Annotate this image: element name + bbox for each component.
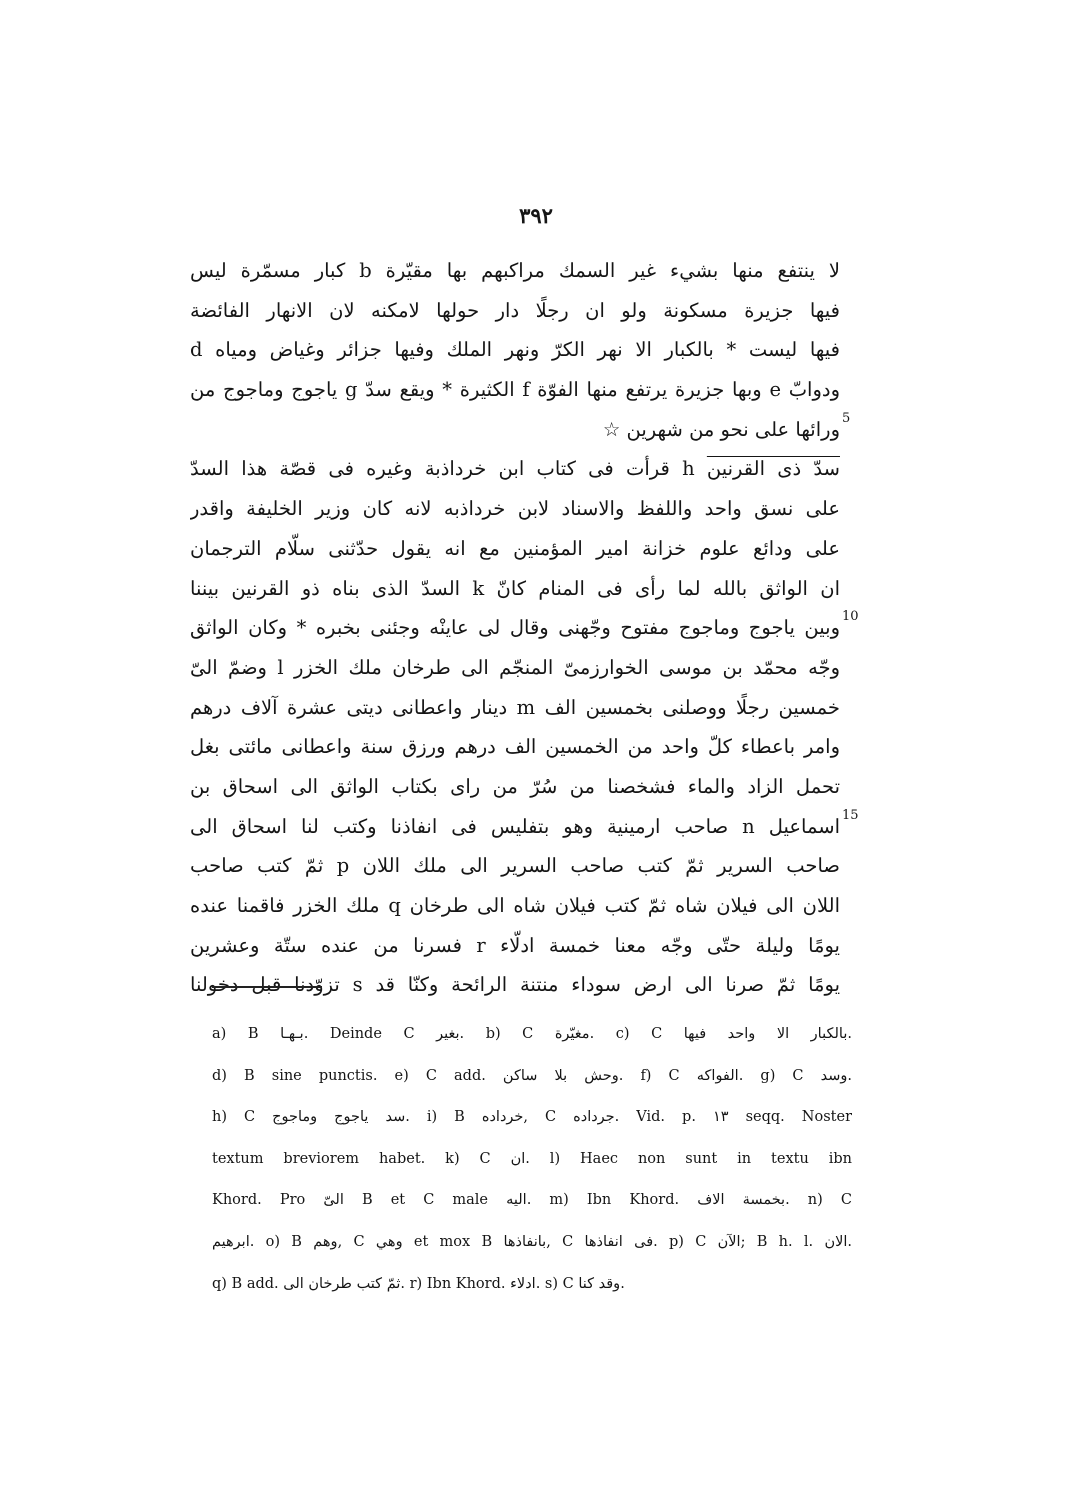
footnote-line: textum breviorem habet. k) C ان. l) Haec non sunt in textu ibn <box>212 1150 852 1167</box>
line-number: 15 <box>842 808 859 823</box>
text-line: اللان الى فيلان شاه ثمّ كتب فيلان شاه الى طرخان q ملك الخزر فاقمنا عنده <box>190 894 840 917</box>
text-line: على ودائع علوم خزانة امير المؤمنين مع انه يقول حدّثنى سلّام الترجمان <box>190 536 840 560</box>
text-line: وامر باعطاء كلّ واحد من الخمسين الف درهم ورزق سنة واعطانى مائتى بغل <box>190 735 840 759</box>
text-line: ورائها على نحو من شهرين ☆ <box>602 417 840 441</box>
main-text <box>190 251 840 1005</box>
text-line: يومًا وليلة حتّى وجّه معنا خمسة ادلّاء r فسرنا من عنده ستّة وعشرين <box>190 933 840 957</box>
page-number: ٣٩٢ <box>519 203 553 228</box>
text-line: صاحب السرير ثمّ كتب صاحب السرير الى ملك اللان p ثمّ كتب صاحب <box>190 854 840 878</box>
footnote-divider <box>212 986 322 988</box>
text-line: فيها جزيرة مسكونة ولو ان رجلًا دار حولها لامكنه لان الانهار الفائضة <box>190 298 840 322</box>
heading-note-marker: h <box>682 457 695 481</box>
text-line: اسماعيل n صاحب ارمينية وهو بتفليس فى انفاذنا وكتب لنا اسحاق الى <box>190 814 840 838</box>
text-line: يومًا ثمّ صرنا الى ارض سوداء منتنة الرائحة وكنّا قد s تزوّدنا قبل دخولنا <box>190 973 840 997</box>
text-line: تحمل الزاد والماء فشخصنا من سُرّ من راى بكتاب الواثق الى اسحاق بن <box>190 774 840 798</box>
text-line: على نسق واحد واللفظ والاسناد لابن خرداذبه لانه كان وزير الخليفة واقدر <box>190 497 840 521</box>
text-line-with-heading <box>190 449 840 489</box>
text-line-content: قرأت فى كتاب ابن خرداذبة وغيره فى قصّة هذا السدّ <box>190 457 670 481</box>
footnote-line: h) C سد ياجوج وماجوج. i) B خرداده, C جرداده. Vid. p. ١٣ seqq. Noster <box>212 1109 852 1126</box>
text-line: وجّه محمّد بن موسى الخوارزمىّ المنجّم الى طرخان ملك الخزر l وضمّ الىّ <box>190 655 840 679</box>
text-line: ودوابّ e وبها جزيرة يرتفع منها الفوّة f الكثيرة * ويقع سدّ g ياجوج وماجوج من <box>190 378 840 402</box>
footnotes <box>212 1014 852 1305</box>
footnote-line: Khord. Pro الىّ B et C male اليه. m) Ibn Khord. بخمسة الاف. n) C <box>212 1192 852 1209</box>
footnote-line: ابرهيم. o) B وهم, C وهي et mox B بانفاذها, C فى انفاذها. p) C الآن; B h. l. الان. <box>212 1233 852 1250</box>
footnote-line: q) B add. ثمّ كتب طرخان الى. r) Ibn Khord. ادلاء. s) C وقد كنا. <box>212 1275 625 1292</box>
text-line: ان الواثق بالله لما رأى فى المنام كانّ k السدّ الذى بناه ذو القرنين بيننا <box>190 576 840 600</box>
footnote-line: d) B sine punctis. e) C add. وحش بلا ساكن. f) C الفواكه. g) C وسد. <box>212 1067 852 1084</box>
section-heading: سدّ ذى القرنين <box>706 457 840 481</box>
text-line: لا ينتفع منها بشيء غير السمك مراكبهم بها مقيّرة b كبار مسمّرة ليس <box>190 259 840 282</box>
line-number: 10 <box>842 609 859 624</box>
text-line: خمسين رجلًا ووصلنى بخمسين الف m دينار واعطانى ديتى عشرة آلاف درهم <box>190 695 840 719</box>
footnote-line: a) B بـهـا. Deinde C بغير. b) C مغيّرة. c) C بالكبار الا واحد فيها. <box>212 1026 852 1042</box>
text-line: فيها ليست * بالكبار الا نهر الكرّ ونهر الملك وفيها جزائر وغياض ومياه d <box>190 338 840 362</box>
text-line: وبين ياجوج وماجوج مفتوح وجّهنى وقال لى عاينْه وجئنى بخبره * وكان الواثق <box>190 616 840 640</box>
line-number: 5 <box>842 411 851 426</box>
